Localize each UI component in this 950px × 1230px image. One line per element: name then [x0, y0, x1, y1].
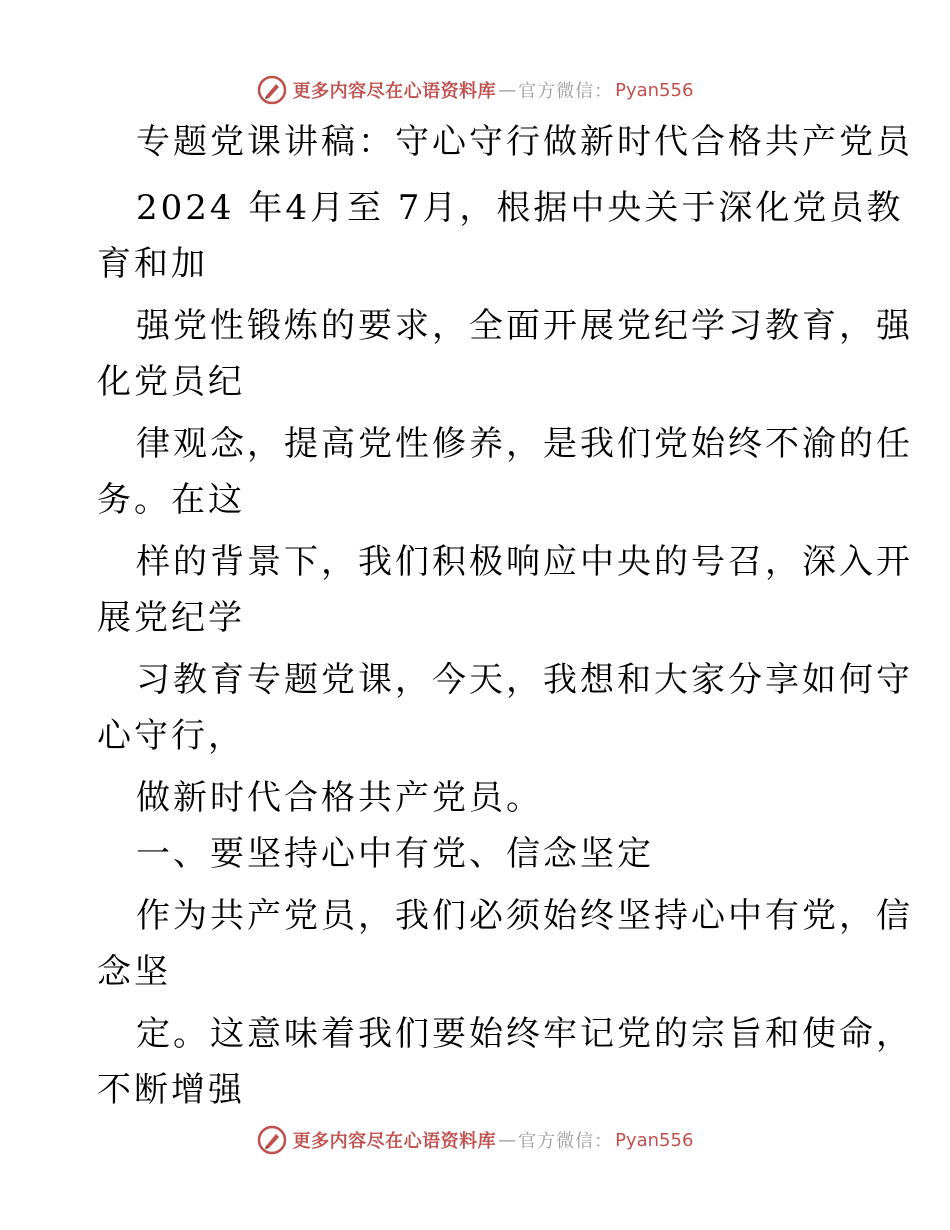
watermark-id: Pyan556 — [615, 1129, 694, 1151]
watermark-label: 官方微信： — [518, 1131, 614, 1152]
watermark-id: Pyan556 — [615, 79, 694, 101]
pen-logo-icon — [257, 1125, 287, 1155]
watermark-text: 更多内容尽在心语资料库 — [292, 81, 497, 102]
body-line: 念坚 — [97, 952, 171, 992]
body-line: 作为共产党员，我们必须始终坚持心中有党，信 — [136, 896, 913, 936]
document-title: 专题党课讲稿：守心守行做新时代合格共产党员 — [136, 122, 913, 162]
section-heading: 一、要坚持心中有党、信念坚定 — [136, 834, 654, 874]
body-line: 做新时代合格共产党员。 — [136, 778, 543, 818]
body-line: 定。这意味着我们要始终牢记党的宗旨和使命， — [136, 1014, 913, 1054]
body-line: 化党员纪 — [97, 362, 245, 402]
body-line: 育和加 — [97, 244, 208, 284]
body-line: 强党性锻炼的要求，全面开展党纪学习教育，强 — [136, 306, 913, 346]
watermark-dash: — — [498, 79, 517, 101]
watermark-text: 更多内容尽在心语资料库 — [292, 1131, 497, 1152]
body-line: 习教育专题党课，今天，我想和大家分享如何守 — [136, 660, 913, 700]
watermark-dash: — — [498, 1129, 517, 1151]
header-watermark — [0, 70, 950, 110]
pen-logo-icon — [257, 75, 287, 105]
footer-watermark — [0, 1120, 950, 1160]
body-line: 务。在这 — [97, 480, 245, 520]
body-line: 心守行， — [97, 716, 245, 756]
body-line: 样的背景下，我们积极响应中央的号召，深入开 — [136, 542, 913, 582]
body-line: 律观念，提高党性修养，是我们党始终不渝的任 — [136, 424, 913, 464]
body-line: 2024 年4月至 7月，根据中央关于深化党员教 — [136, 188, 904, 228]
body-line: 展党纪学 — [97, 598, 245, 638]
watermark-label: 官方微信： — [518, 81, 614, 102]
body-line: 不断增强 — [97, 1070, 245, 1110]
